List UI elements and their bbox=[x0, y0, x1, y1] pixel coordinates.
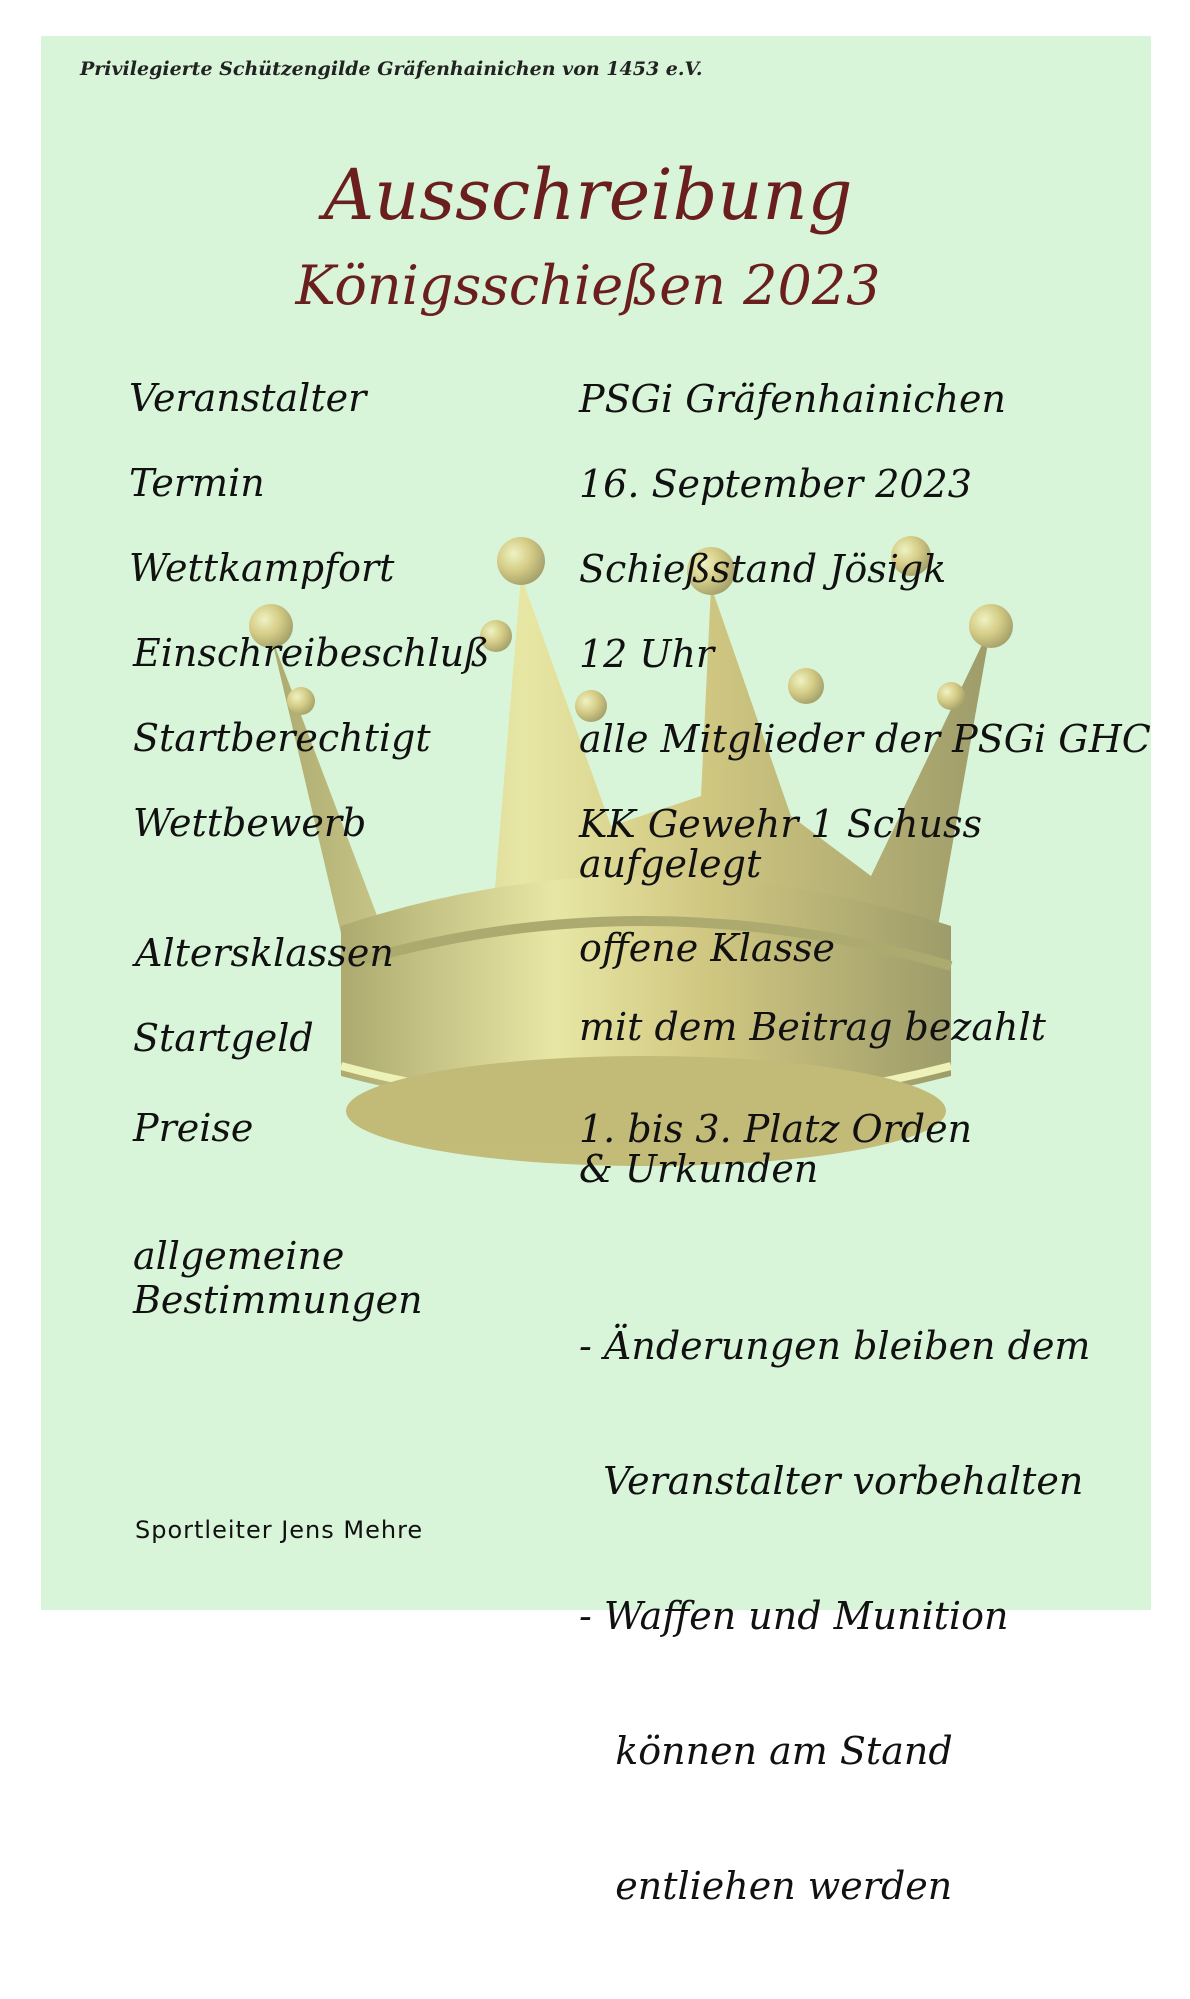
detail-label: Altersklassen bbox=[135, 931, 394, 975]
detail-label: Startgeld bbox=[133, 1016, 314, 1060]
signature: Sportleiter Jens Mehre bbox=[135, 1516, 424, 1544]
detail-label: Wettbewerb bbox=[133, 801, 367, 845]
detail-value-line: & Urkunden bbox=[579, 1147, 819, 1191]
detail-value: PSGi Gräfenhainichen bbox=[579, 377, 1007, 421]
detail-label: Einschreibeschluß bbox=[133, 631, 490, 675]
page-subtitle: Königsschießen 2023 bbox=[295, 254, 881, 317]
detail-value: Schießstand Jösigk bbox=[579, 547, 947, 591]
detail-label-line: allgemeine bbox=[133, 1234, 345, 1278]
detail-value-line: 1. bis 3. Platz Orden bbox=[579, 1107, 973, 1151]
detail-value: 12 Uhr bbox=[579, 632, 715, 676]
detail-label bbox=[133, 1234, 423, 1322]
detail-value bbox=[579, 1234, 1090, 1999]
announcement-sheet bbox=[41, 36, 1151, 1908]
detail-label: Preise bbox=[133, 1106, 254, 1150]
organization-name: Privilegierte Schützengilde Gräfenhainichen von 1453 e.V. bbox=[80, 58, 703, 80]
detail-label: Startberechtigt bbox=[133, 716, 431, 760]
detail-label: Veranstalter bbox=[129, 376, 367, 420]
detail-value: mit dem Beitrag bezahlt bbox=[579, 1005, 1046, 1049]
detail-value-line: aufgelegt bbox=[579, 842, 762, 886]
detail-value-line: - Waffen und Munition bbox=[579, 1594, 1009, 1638]
detail-value-line: Veranstalter vorbehalten bbox=[579, 1459, 1084, 1503]
detail-value: 16. September 2023 bbox=[579, 462, 972, 506]
detail-value-line: können am Stand bbox=[579, 1729, 953, 1773]
detail-label-line: Bestimmungen bbox=[133, 1278, 423, 1322]
detail-value-line: entliehen werden bbox=[579, 1864, 953, 1908]
detail-value-line: - Änderungen bleiben dem bbox=[579, 1324, 1091, 1368]
detail-value-line: KK Gewehr 1 Schuss bbox=[579, 802, 982, 846]
detail-label: Termin bbox=[129, 461, 265, 505]
detail-value bbox=[579, 801, 982, 887]
page-title: Ausschreibung bbox=[323, 154, 853, 236]
detail-value: offene Klasse bbox=[579, 926, 836, 970]
detail-label: Wettkampfort bbox=[129, 546, 395, 590]
detail-value bbox=[579, 1106, 972, 1192]
detail-value: alle Mitglieder der PSGi GHC bbox=[579, 717, 1151, 761]
